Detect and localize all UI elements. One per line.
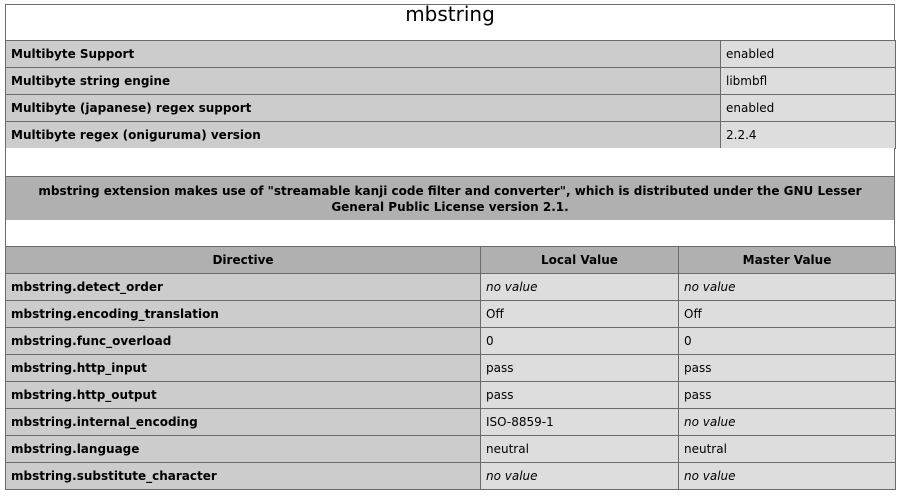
master-value: no value — [679, 274, 896, 301]
license-notice-row — [6, 177, 895, 221]
table-row — [6, 122, 896, 149]
header-row — [6, 247, 896, 274]
local-value: ISO-8859-1 — [481, 409, 679, 436]
table-row — [6, 274, 896, 301]
table-row — [6, 382, 896, 409]
table-row — [6, 95, 896, 122]
master-value: no value — [679, 463, 896, 490]
row-value: 2.2.4 — [721, 122, 896, 149]
local-value: pass — [481, 355, 679, 382]
local-value: Off — [481, 301, 679, 328]
directive-name: mbstring.encoding_translation — [6, 301, 481, 328]
column-header-directive: Directive — [6, 247, 481, 274]
spacer — [5, 220, 895, 246]
directive-name: mbstring.internal_encoding — [6, 409, 481, 436]
section-title: mbstring — [5, 4, 895, 40]
directive-name: mbstring.http_output — [6, 382, 481, 409]
local-value: neutral — [481, 436, 679, 463]
column-header-local-value: Local Value — [481, 247, 679, 274]
local-value: no value — [481, 463, 679, 490]
master-value: pass — [679, 382, 896, 409]
table-row — [6, 409, 896, 436]
row-label: Multibyte (japanese) regex support — [6, 95, 721, 122]
row-value: libmbfl — [721, 68, 896, 95]
license-notice: mbstring extension makes use of "streamable kanji code filter and converter", which is distributed under the GNU Lesser General Public License version 2.1. — [6, 177, 895, 221]
column-header-master-value: Master Value — [679, 247, 896, 274]
directive-name: mbstring.func_overload — [6, 328, 481, 355]
table-row — [6, 436, 896, 463]
local-value: 0 — [481, 328, 679, 355]
local-value: no value — [481, 274, 679, 301]
row-label: Multibyte regex (oniguruma) version — [6, 122, 721, 149]
master-value: no value — [679, 409, 896, 436]
table-row — [6, 328, 896, 355]
directive-name: mbstring.http_input — [6, 355, 481, 382]
row-label: Multibyte Support — [6, 41, 721, 68]
master-value: Off — [679, 301, 896, 328]
table-row — [6, 301, 896, 328]
directive-name: mbstring.detect_order — [6, 274, 481, 301]
license-notice-table — [5, 176, 895, 221]
row-value: enabled — [721, 41, 896, 68]
table-row — [6, 463, 896, 490]
row-label: Multibyte string engine — [6, 68, 721, 95]
table-row — [6, 68, 896, 95]
master-value: neutral — [679, 436, 896, 463]
table-row — [6, 355, 896, 382]
directives-table — [5, 246, 896, 490]
spacer — [5, 148, 895, 176]
master-value: pass — [679, 355, 896, 382]
row-value: enabled — [721, 95, 896, 122]
directive-name: mbstring.substitute_character — [6, 463, 481, 490]
table-row — [6, 41, 896, 68]
master-value: 0 — [679, 328, 896, 355]
support-table — [5, 40, 896, 149]
local-value: pass — [481, 382, 679, 409]
directive-name: mbstring.language — [6, 436, 481, 463]
